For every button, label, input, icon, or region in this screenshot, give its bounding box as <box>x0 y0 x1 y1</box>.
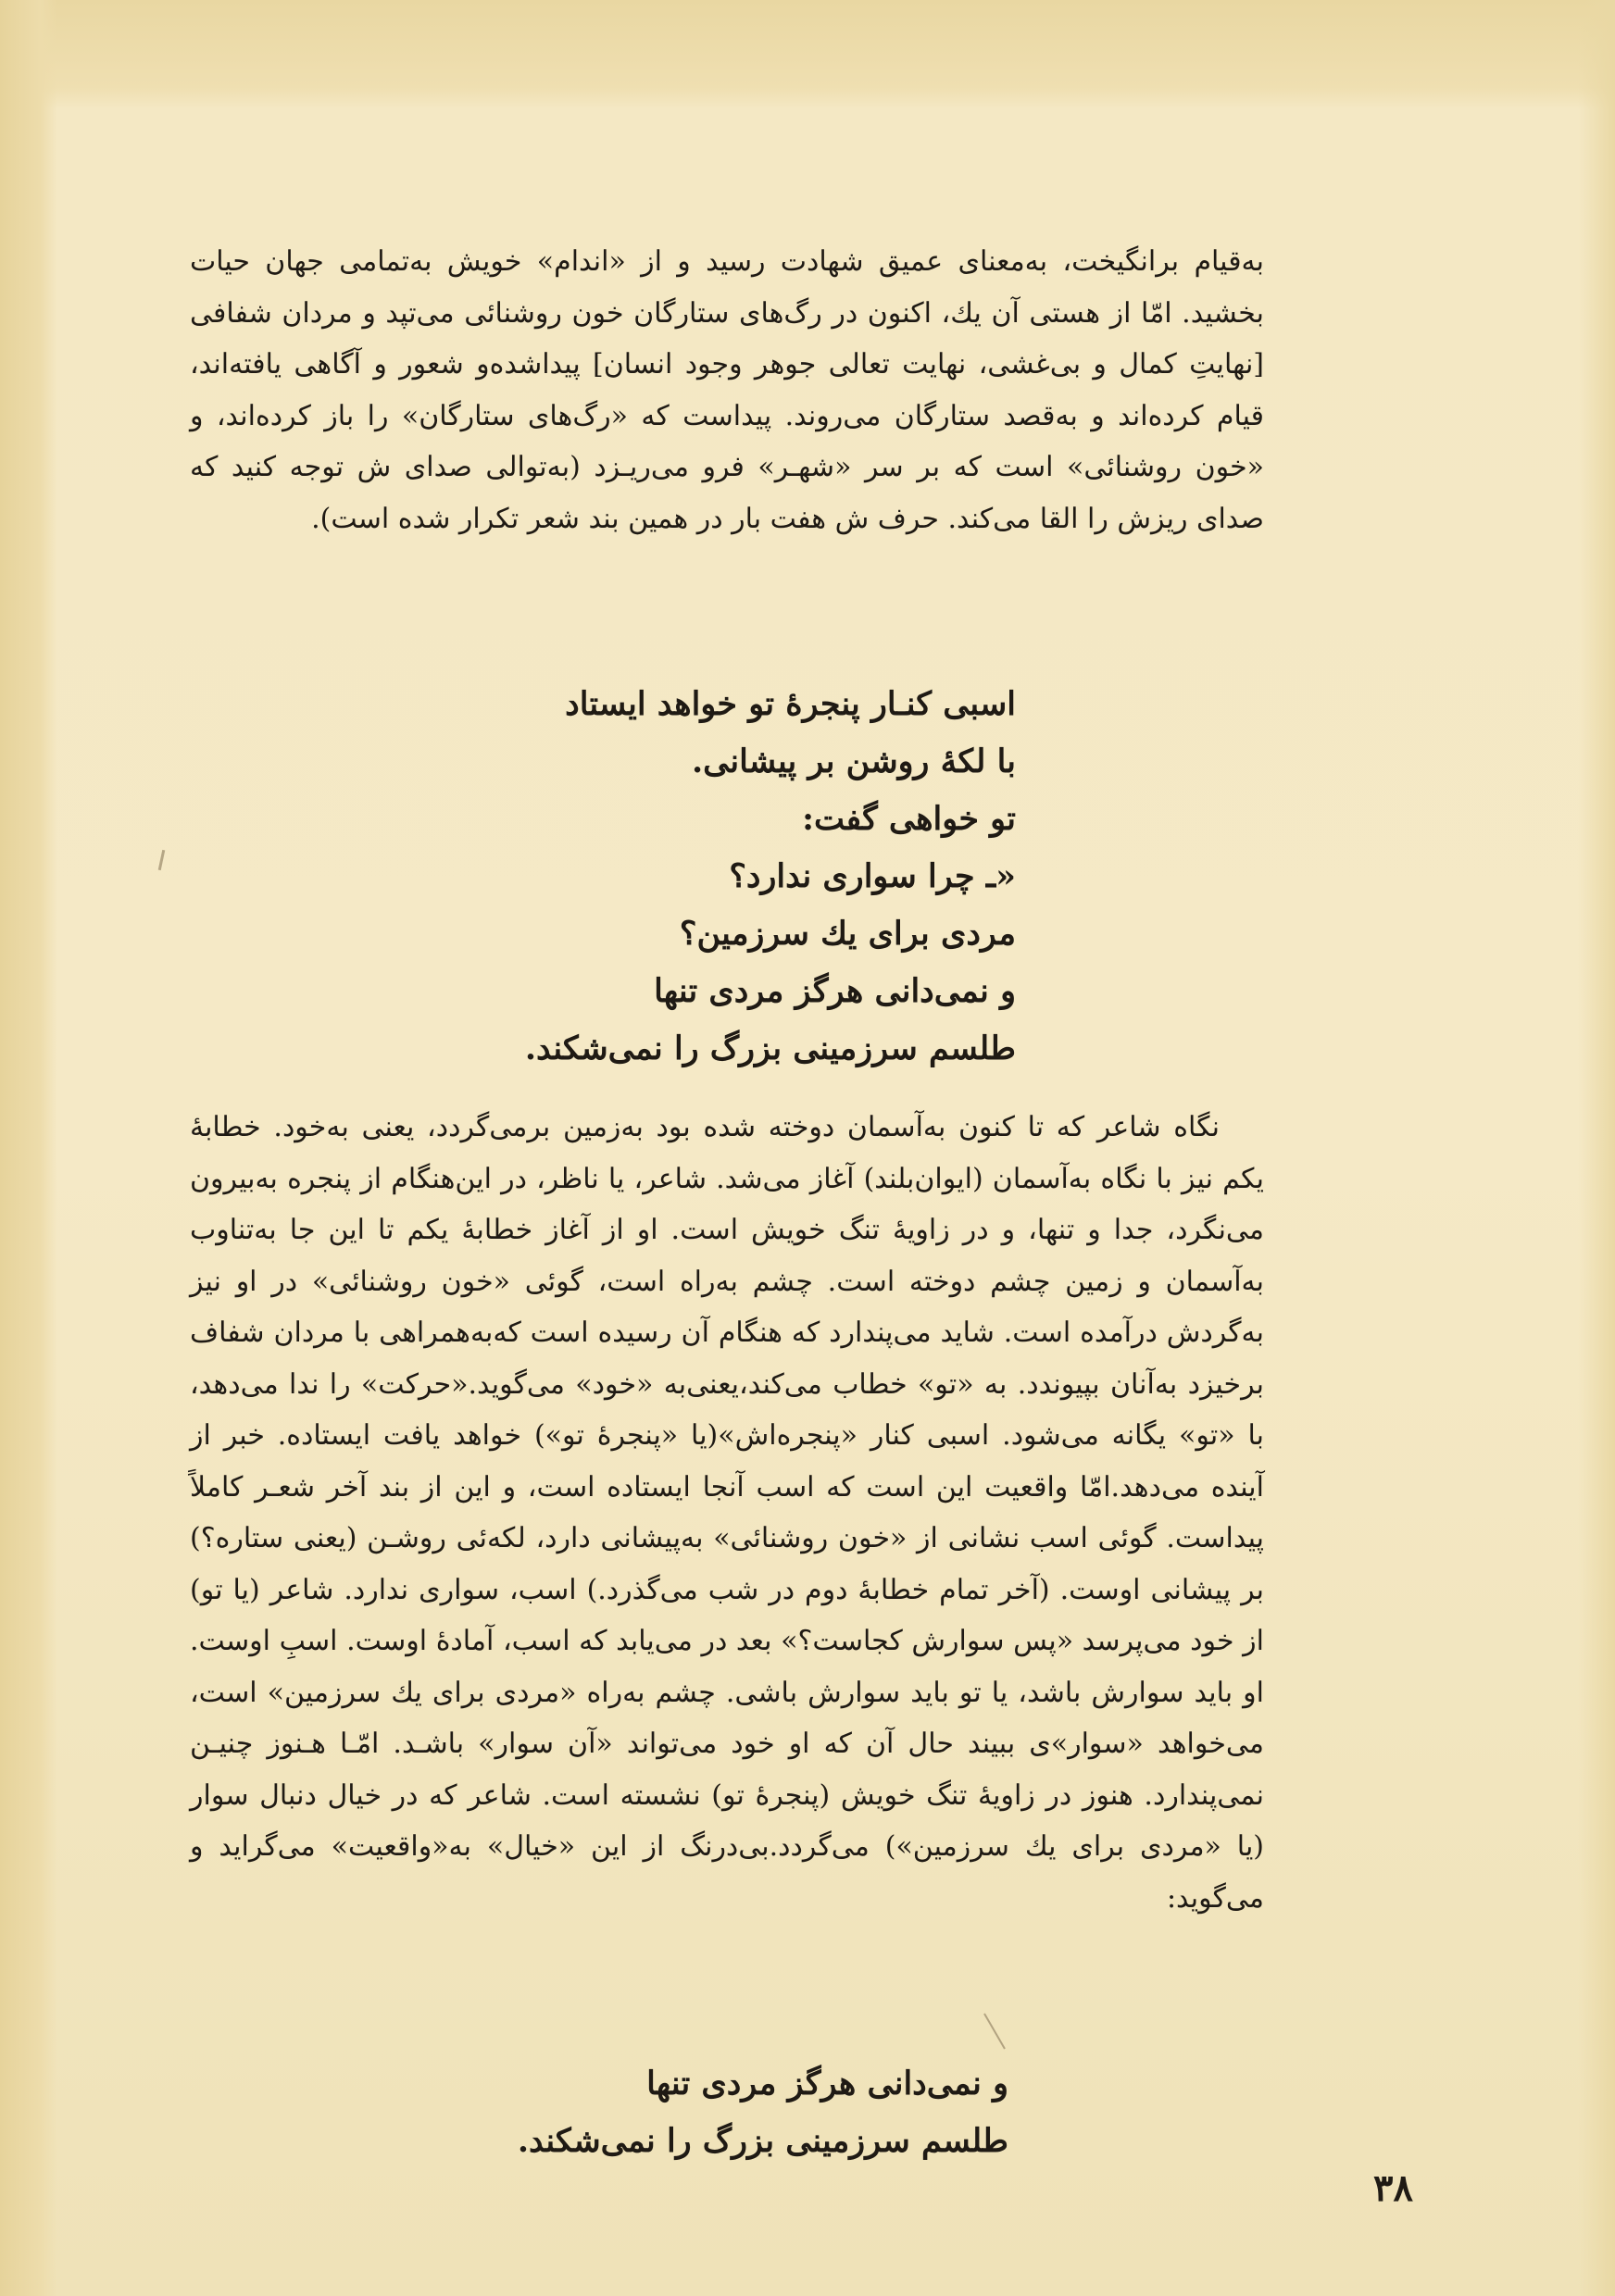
poem-line: طلسم سرزمینی بزرگ را نمی‌شکند. <box>524 1029 1016 1067</box>
poem-line: تو خواهی گفت: <box>802 800 1016 838</box>
paragraph-2 <box>190 1102 1264 1924</box>
page-top-shadow <box>0 0 1615 109</box>
page-number: ۳۸ <box>1373 2166 1413 2210</box>
paragraph-1-text: به‌قیام برانگیخت، به‌معنای عمیق شهادت رسید و از «اندام» خویش به‌تمامی جهان حیات بخشید. امّا از هستی آن یك، اکنون در رگ‌های ستارگان خون روشنائی می‌تپد و مردان شفافی [نهایتِ کمال و بی‌غشی، نهایت تعالی جوهر وجود انسان] پیداشده‌و شعور و آگاهی یافته‌اند، قیام کرده‌اند و به‌قصد ستارگان می‌روند. پیداست که «رگ‌های ستارگان» را باز کرده‌اند، و «خون روشنائی» است که بر سر «شهـر» فرو می‌ریـزد (به‌توالی صدای ش توجه کنید که صدای ریزش را القا می‌کند. حرف ش هفت بار در همین بند شعر تکرار شده است). <box>190 245 1264 535</box>
poem-stanza-2 <box>518 2055 1008 2170</box>
poem-line: با لکهٔ روشن بر پیشانی. <box>691 742 1016 780</box>
poem-line: و نمی‌دانی هرگز مردی تنها <box>646 2065 1008 2103</box>
poem-line: طلسم سرزمینی بزرگ را نمی‌شکند. <box>517 2122 1008 2160</box>
paragraph-1 <box>190 236 1264 544</box>
stray-mark <box>158 850 166 870</box>
paragraph-2-text: نگاه شاعر که تا کنون به‌آسمان دوخته شده بود به‌زمین برمی‌گردد، یعنی به‌خود. خطابهٔ یکم نیز با نگاه به‌آسمان (ایوان‌بلند) آغاز می‌شد. شاعر، یا ناظر، در این‌هنگام از پنجره به‌بیرون می‌نگرد، جدا و تنها، و در زاویهٔ تنگ خویش است. او از آغاز خطابهٔ یکم تا این جا به‌تناوب به‌آسمان و زمین چشم دوخته است. چشم به‌راه است، گوئی «خون روشنائی» در او نیز به‌گردش درآمده است. شاید می‌پندارد که هنگام آن رسیده است که‌به‌همراهی با مردان شفاف برخیزد به‌آنان بپیوندد. به «تو» خطاب می‌کند،یعنی‌به «خود» می‌گوید.«حرکت» را ندا می‌دهد، با «تو» یگانه می‌شود. اسبی کنار «پنجره‌اش»(یا «پنجرهٔ تو») خواهد یافت ایستاده. خبر از آینده می‌دهد.امّا واقعیت این است که اسب آنجا ایستاده است، و این از بند آخر شعـر کاملاً پیداست. گوئی اسب نشانی از «خون روشنائی» به‌پیشانی دارد، لکه‌ئی روشـن (یعنی ستاره؟) بر پیشانی اوست. (آخر تمام خطابهٔ دوم در شب می‌گذرد.) اسب، سواری ندارد. شاعر (یا تو) از خود می‌پرسد «پس سوارش کجاست؟» بعد در می‌یابد که اسب، آمادهٔ اوست. اسبِ اوست. او باید سوارش باشد، یا تو باید سوارش باشی. چشم به‌راه «مردی برای یك سرزمین» است، می‌خواهد «سوار»ی ببیند حال آن که او خود می‌تواند «آن سوار» باشـد. امّـا هـنوز چنیـن نمی‌پندارد. هنوز در زاویهٔ تنگ خویش (پنجرهٔ تو) نشسته است. شاعر که در خیال دنبال سوار (یا «مردی برای یك سرزمین») می‌گردد.بی‌درنگ از این «خیال» به‌«واقعیت» می‌گراید و می‌گوید: <box>190 1111 1264 1915</box>
poem-line: اسبی کنـار پنجرهٔ تو خواهد ایستاد <box>565 685 1016 723</box>
poem-stanza-1 <box>525 676 1016 1078</box>
page-left-edge <box>0 0 57 2296</box>
poem-line: «ـ چرا سواری ندارد؟ <box>729 857 1016 895</box>
poem-line: و نمی‌دانی هرگز مردی تنها <box>654 972 1016 1010</box>
page-right-edge <box>1578 0 1615 2296</box>
stray-mark <box>983 2013 1006 2049</box>
poem-line: مردی برای یك سرزمین؟ <box>679 915 1016 953</box>
